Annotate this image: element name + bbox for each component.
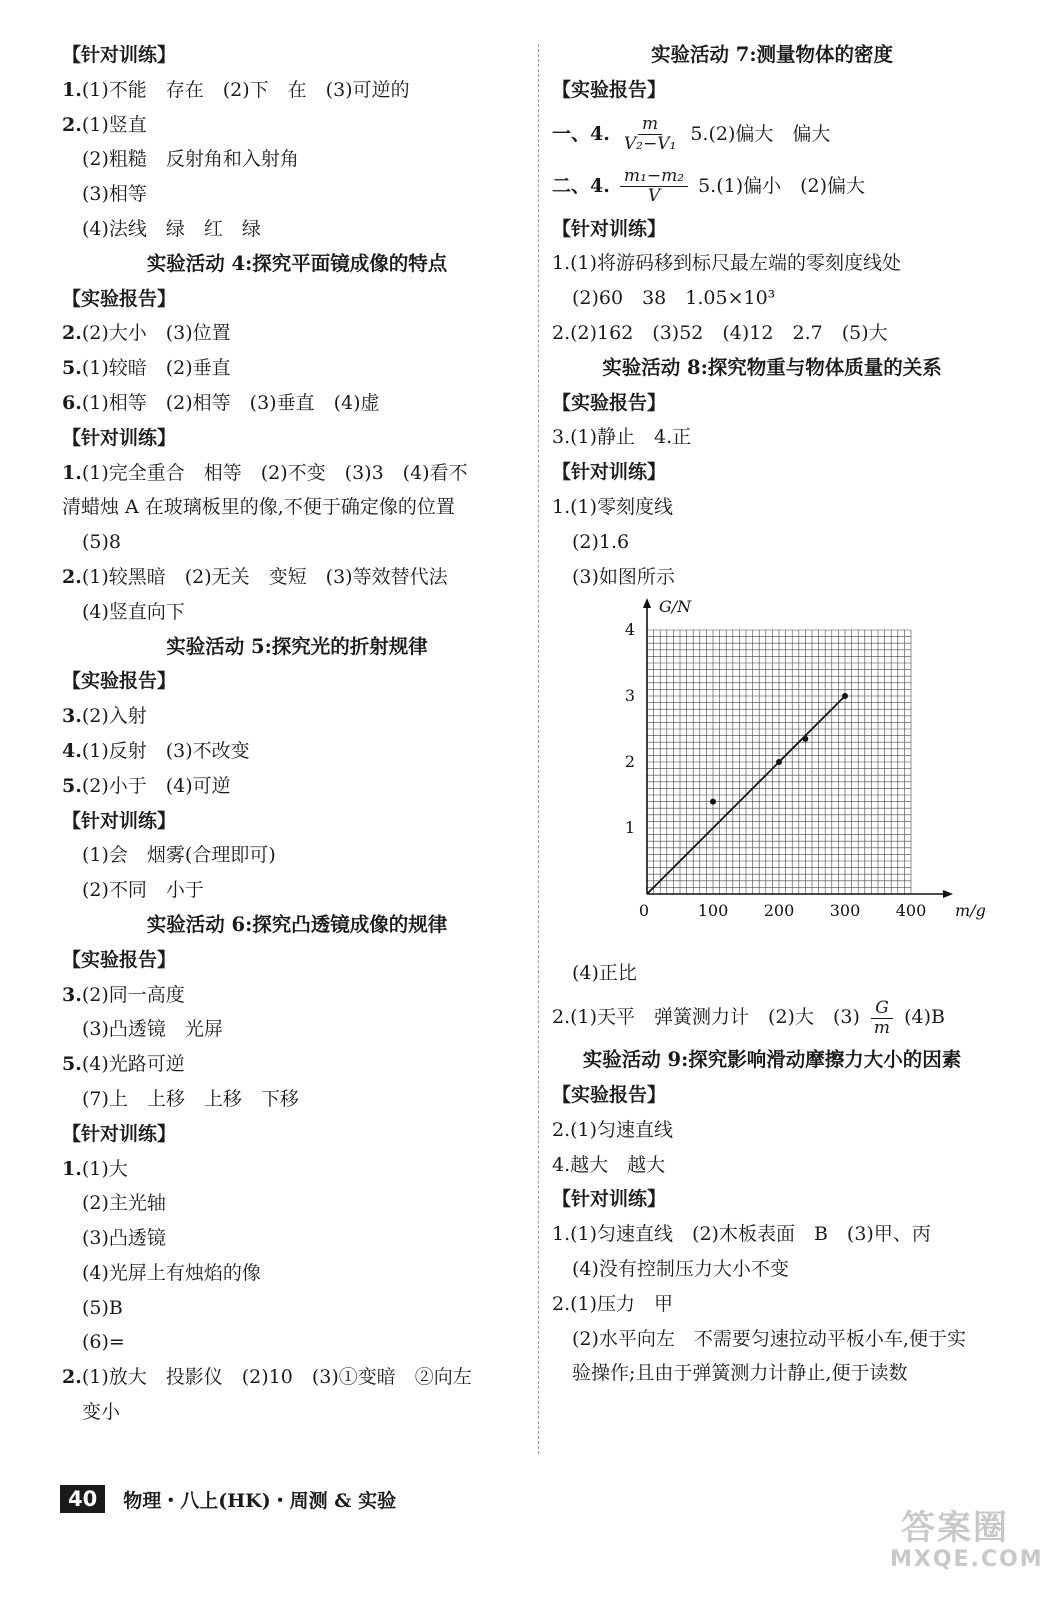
line-text: (1)相等 (2)相等 (3)垂直 (4)虚	[81, 391, 380, 414]
footer-title: 物理・八上(HK)・周测 & 实验	[123, 1489, 397, 1512]
answer-line: 2.(1)匀速直线	[552, 1118, 674, 1141]
answer-line	[62, 108, 532, 143]
section-title	[62, 908, 532, 943]
answer-line	[62, 1325, 532, 1360]
formula-prefix: 二、4.	[552, 174, 610, 197]
question-number: 2.	[62, 322, 82, 345]
formula-line-1	[552, 108, 992, 160]
line-text: 实验活动 4:探究平面镜成像的特点	[146, 251, 448, 275]
line-text: 【针对训练】	[62, 809, 177, 832]
answer-line	[62, 595, 532, 630]
line-text: (3)相等	[82, 183, 147, 206]
formula-line-3	[552, 991, 992, 1043]
y-tick-label: 3	[624, 686, 635, 706]
answer-line	[62, 978, 532, 1013]
section-heading	[62, 943, 532, 978]
answer-line	[62, 525, 532, 560]
answer-line	[62, 456, 532, 491]
answer-line: (4)正比	[572, 962, 637, 985]
question-number: 3.	[62, 705, 82, 728]
answer-line: (3)如图所示	[572, 565, 675, 588]
answer-line	[62, 1256, 532, 1291]
section-heading	[62, 38, 532, 73]
formula-prefix: 一、4.	[552, 122, 610, 145]
density-fraction-2	[620, 167, 688, 206]
answer-line	[62, 1186, 532, 1221]
answer-line	[62, 873, 532, 908]
formula-rest: 5.(1)偏小 (2)偏大	[698, 174, 866, 197]
fraction-numerator: G	[871, 999, 893, 1019]
line-text: (2)大小 (3)位置	[81, 322, 231, 345]
answer-line	[62, 142, 532, 177]
line-text: (2)主光轴	[82, 1192, 166, 1215]
line-text: (6)=	[82, 1331, 125, 1354]
column-divider	[538, 44, 539, 1454]
section-title	[62, 247, 532, 282]
answer-line	[62, 838, 532, 873]
y-tick-label: 2	[624, 752, 635, 772]
answer-text: (4)B	[904, 1006, 945, 1029]
x-tick-label: 0	[638, 901, 650, 921]
section-heading	[62, 804, 532, 839]
data-point	[802, 736, 808, 742]
answer-line	[62, 1360, 532, 1395]
fraction-denominator: V₂−V₁	[623, 134, 677, 155]
line-text: (3)凸透镜	[82, 1227, 166, 1250]
page-number: 40	[60, 1485, 105, 1513]
line-text: (4)光路可逆	[81, 1053, 185, 1076]
watermark-logo	[890, 1508, 1044, 1578]
question-number: 2.	[62, 565, 82, 588]
answer-line	[62, 1221, 532, 1256]
right-column	[552, 38, 992, 1391]
x-tick-label: 100	[697, 901, 729, 921]
line-text: (1)较暗 (2)垂直	[81, 357, 231, 380]
line-text: (3)凸透镜 光屏	[82, 1018, 223, 1041]
line-text: 【针对训练】	[62, 44, 177, 66]
question-number: 5.	[62, 774, 82, 797]
line-text: (1)较黑暗 (2)无关 变短 (3)等效替代法	[81, 565, 448, 588]
x-axis-label: m/g	[955, 901, 986, 921]
formula-line-2	[552, 160, 992, 212]
line-text: (2)小于 (4)可逆	[81, 774, 231, 797]
line-text: (1)反射 (3)不改变	[81, 739, 250, 762]
data-point	[710, 799, 716, 805]
section-title-7: 实验活动 7:测量物体的密度	[650, 43, 894, 66]
answer-line	[62, 386, 532, 421]
training-heading-9: 【针对训练】	[552, 1188, 667, 1211]
y-axis-arrow	[643, 598, 651, 608]
answer-line	[62, 1082, 532, 1117]
line-text: (7)上 上移 上移 下移	[82, 1087, 299, 1110]
answer-line	[62, 769, 532, 804]
line-text: 实验活动 5:探究光的折射规律	[166, 634, 428, 658]
g-over-m-fraction	[870, 999, 894, 1038]
answer-line: 3.(1)静止 4.正	[552, 426, 692, 449]
line-text: (4)光屏上有烛焰的像	[82, 1261, 261, 1284]
line-text: (5)8	[82, 531, 122, 554]
question-number: 4.	[62, 739, 82, 762]
line-text: 清蜡烛 A 在玻璃板里的像,不便于确定像的位置	[62, 496, 455, 519]
x-tick-label: 300	[829, 901, 861, 921]
answer-line: 2.(1)压力 甲	[552, 1292, 674, 1315]
answer-line	[62, 1291, 532, 1326]
left-column	[62, 38, 532, 1430]
line-text: (1)大	[81, 1157, 128, 1180]
question-number: 3.	[62, 983, 82, 1006]
line-text: (1)放大 投影仪 (2)10 (3)①变暗 ②向左	[81, 1366, 472, 1389]
section-title-9: 实验活动 9:探究影响滑动摩擦力大小的因素	[582, 1048, 962, 1072]
training-heading-8: 【针对训练】	[552, 461, 667, 484]
answer-line: 4.越大 越大	[552, 1153, 666, 1176]
answer-line: (4)没有控制压力大小不变	[572, 1257, 789, 1280]
line-text: 变小	[82, 1401, 121, 1424]
answer-line: (2)60 38 1.05×10³	[572, 287, 776, 310]
line-text: (4)法线 绿 红 绿	[82, 217, 261, 240]
line-text: (1)会 烟雾(合理即可)	[82, 844, 276, 867]
line-text: 【实验报告】	[62, 670, 177, 693]
line-text: (5)B	[82, 1296, 123, 1319]
answer-line	[62, 1047, 532, 1082]
section-heading	[62, 1117, 532, 1152]
section-heading	[62, 421, 532, 456]
line-text: (2)入射	[81, 705, 147, 728]
answer-line	[62, 212, 532, 247]
line-text: 【实验报告】	[62, 948, 177, 971]
answer-line	[62, 1152, 532, 1187]
question-number: 1.	[62, 461, 82, 484]
y-tick-label: 4	[624, 620, 635, 640]
data-point	[842, 693, 848, 699]
section-heading	[62, 664, 532, 699]
answer-line	[62, 560, 532, 595]
question-number: 2.	[62, 1366, 82, 1389]
fraction-denominator: V	[647, 186, 661, 207]
line-text: 【实验报告】	[62, 287, 177, 310]
answer-line: 1.(1)匀速直线 (2)木板表面 B (3)甲、丙	[552, 1223, 931, 1246]
answer-text: 2.(1)天平 弹簧测力计 (2)大 (3)	[552, 1006, 860, 1029]
answer-line	[62, 73, 532, 108]
x-tick-label: 200	[763, 901, 795, 921]
y-axis-label: G/N	[659, 597, 692, 617]
density-fraction-1	[620, 115, 680, 154]
question-number: 5.	[62, 1053, 82, 1076]
x-tick-label: 400	[895, 901, 927, 921]
section-title	[62, 630, 532, 665]
g-m-graph	[572, 594, 992, 956]
answer-line: 验操作;且由于弹簧测力计静止,便于读数	[572, 1362, 908, 1385]
answer-line: 2.(2)162 (3)52 (4)12 2.7 (5)大	[552, 321, 888, 344]
line-text: (1)不能 存在 (2)下 在 (3)可逆的	[81, 78, 410, 101]
formula-rest: 5.(2)偏大 偏大	[690, 122, 831, 145]
question-number: 5.	[62, 357, 82, 380]
fraction-numerator: m	[638, 115, 662, 135]
question-number: 2.	[62, 113, 82, 136]
line-text: (2)粗糙 反射角和入射角	[82, 148, 299, 171]
line-text: 实验活动 6:探究凸透镜成像的规律	[146, 912, 448, 936]
answer-line	[62, 734, 532, 769]
section-title-8: 实验活动 8:探究物重与物体质量的关系	[602, 355, 942, 379]
answer-line	[62, 177, 532, 212]
line-text: (1)完全重合 相等 (2)不变 (3)3 (4)看不	[81, 461, 468, 484]
graph-container	[552, 594, 992, 956]
answer-line: 1.(1)零刻度线	[552, 495, 674, 518]
answer-line: 1.(1)将游码移到标尺最左端的零刻度线处	[552, 252, 902, 275]
data-point	[776, 759, 782, 765]
fraction-denominator: m	[873, 1017, 891, 1038]
line-text: (1)竖直	[81, 113, 147, 136]
y-tick-label: 1	[624, 818, 635, 838]
line-text: (2)不同 小于	[82, 879, 204, 902]
watermark-line-1: 答案圈	[901, 1508, 1009, 1548]
report-heading-9: 【实验报告】	[552, 1083, 667, 1106]
answer-line	[62, 316, 532, 351]
answer-line	[62, 1012, 532, 1047]
answer-line	[62, 699, 532, 734]
report-heading-8: 【实验报告】	[552, 391, 667, 414]
answer-line: (2)1.6	[572, 530, 630, 553]
section-heading	[62, 282, 532, 317]
page-footer	[60, 1482, 396, 1516]
line-text: (4)竖直向下	[82, 600, 185, 623]
line-text: (2)同一高度	[81, 983, 185, 1006]
training-heading-7: 【针对训练】	[552, 217, 667, 240]
line-text: 【针对训练】	[62, 1122, 177, 1145]
answer-line	[62, 490, 532, 525]
answer-line	[62, 1395, 532, 1430]
answer-line	[62, 351, 532, 386]
question-number: 6.	[62, 391, 82, 414]
question-number: 1.	[62, 1157, 82, 1180]
report-heading-7: 【实验报告】	[552, 78, 667, 101]
x-axis-arrow	[943, 890, 953, 898]
question-number: 1.	[62, 78, 82, 101]
watermark-line-2: MXQE.COM	[890, 1547, 1044, 1572]
line-text: 【针对训练】	[62, 426, 177, 449]
fraction-numerator: m₁−m₂	[620, 167, 688, 187]
answer-line: (2)水平向左 不需要匀速拉动平板小车,便于实	[572, 1327, 966, 1350]
